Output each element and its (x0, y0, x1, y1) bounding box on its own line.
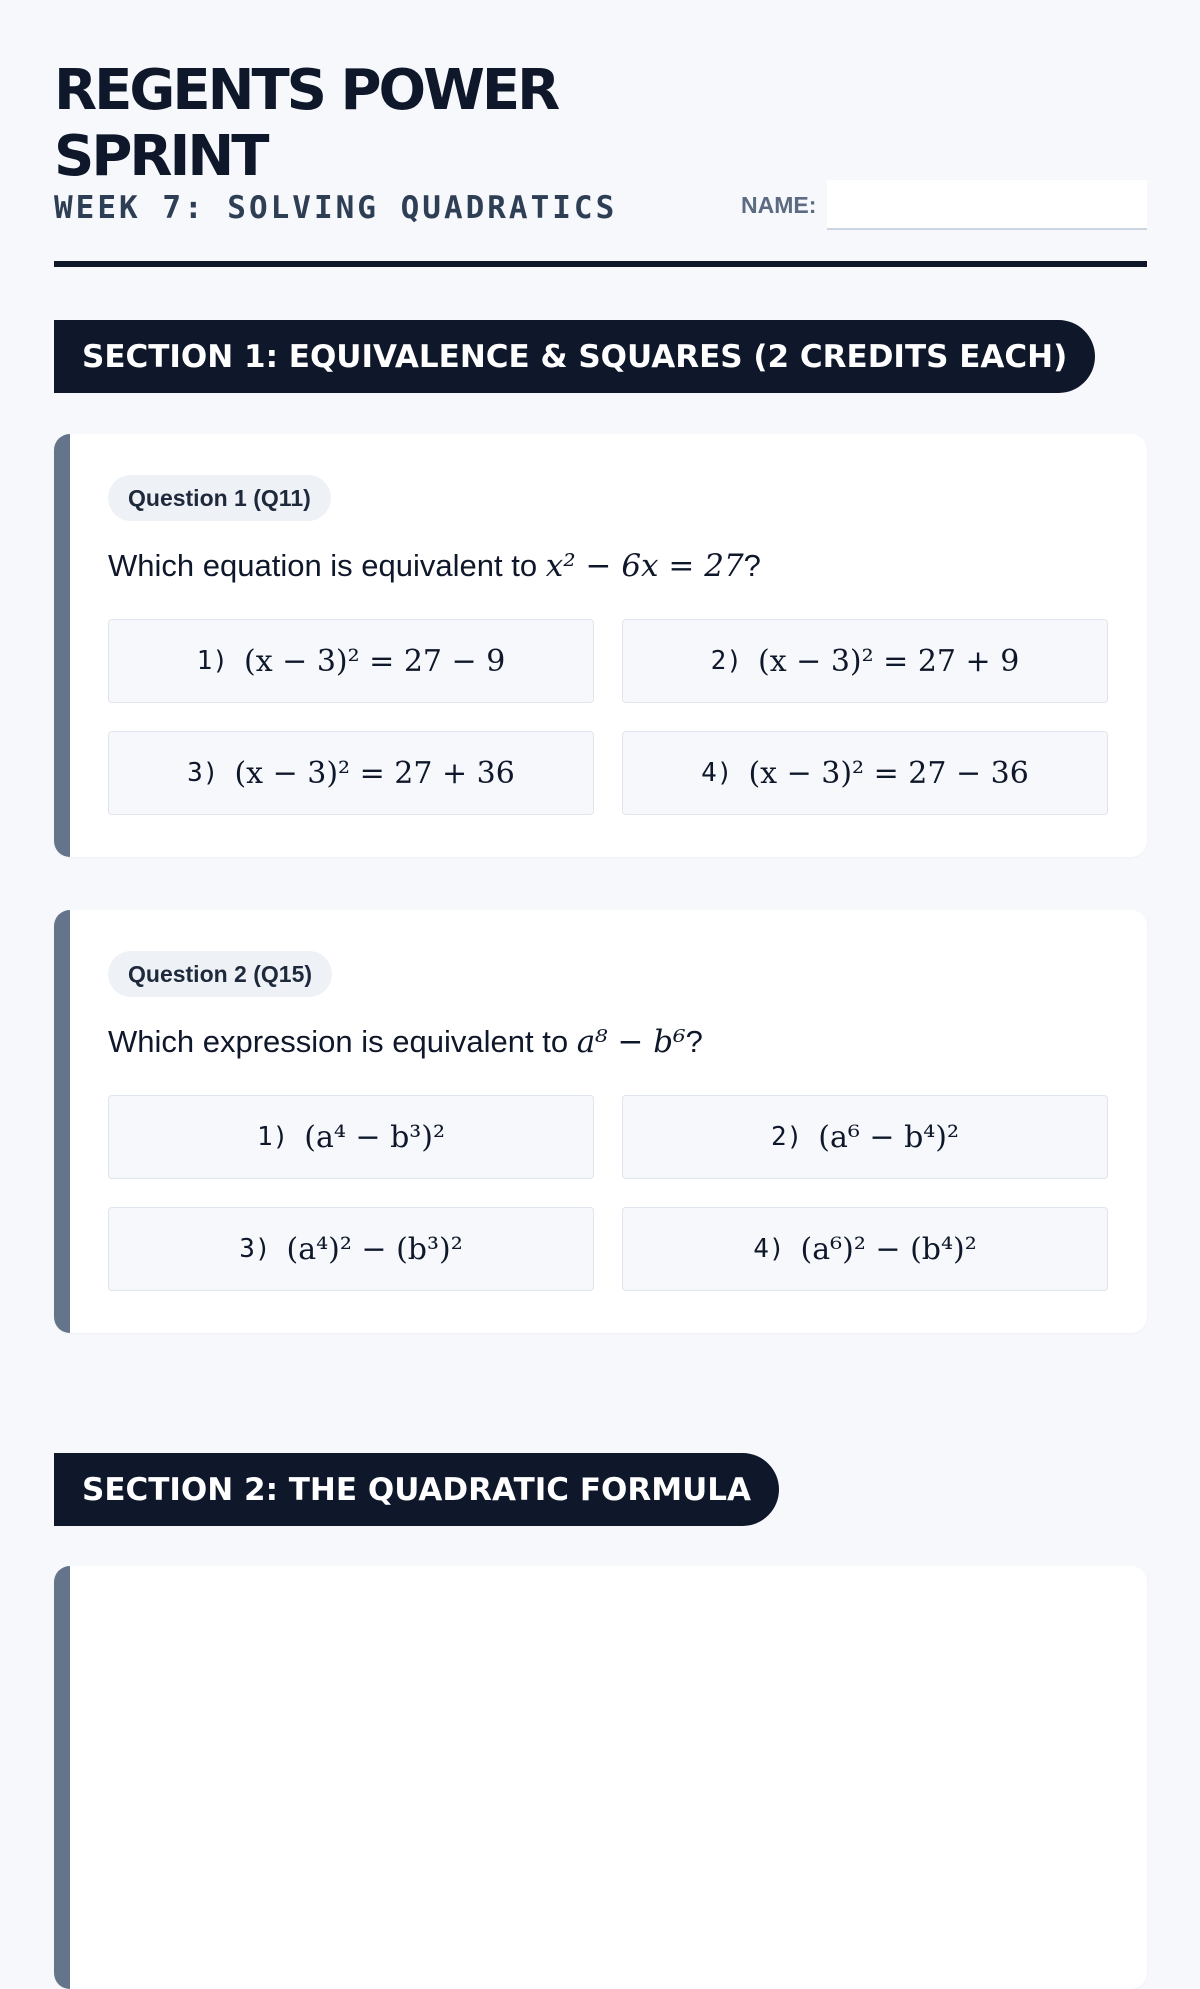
name-input[interactable] (827, 180, 1147, 230)
section-1-header (54, 320, 1095, 393)
section-1-label: SECTION 1: EQUIVALENCE & SQUARES (2 CREDITS EACH) (82, 338, 1068, 375)
section-2-header (54, 1453, 779, 1526)
option-number: 4) (701, 758, 733, 788)
option-number: 1) (196, 646, 228, 676)
question-1-prompt-math: x² − 6x = 27 (545, 548, 744, 584)
option-expression: (x − 3)² = 27 − 36 (748, 755, 1029, 791)
name-label: NAME: (741, 192, 817, 218)
option-expression: (a⁴)² − (b³)² (286, 1231, 463, 1267)
option-expression: (x − 3)² = 27 − 9 (243, 643, 506, 679)
question-2-option-2[interactable] (622, 1095, 1108, 1179)
header-divider (54, 261, 1147, 267)
question-2-option-1[interactable] (108, 1095, 594, 1179)
option-expression: (a⁴ − b³)² (304, 1119, 446, 1155)
option-number: 3) (187, 758, 219, 788)
option-number: 4) (753, 1234, 785, 1264)
option-number: 2) (770, 1122, 803, 1152)
question-2-prompt-text: Which expression is equivalent to (108, 1024, 569, 1059)
option-number: 1) (256, 1122, 289, 1152)
title-line-1: REGENTS POWER (54, 58, 558, 123)
question-2-prompt (108, 1022, 703, 1062)
question-1-option-3[interactable] (108, 731, 594, 815)
question-1-badge: Question 1 (Q11) (108, 475, 331, 521)
question-card-1 (54, 434, 1147, 857)
question-2-option-3[interactable] (108, 1207, 594, 1291)
question-1-prompt (108, 546, 761, 586)
page-subtitle: WEEK 7: SOLVING QUADRATICS (54, 190, 618, 226)
title-line-2: SPRINT (54, 124, 267, 189)
option-expression: (a⁶)² − (b⁴)² (800, 1231, 977, 1267)
question-1-option-2[interactable] (622, 619, 1108, 703)
section-2-label: SECTION 2: THE QUADRATIC FORMULA (82, 1471, 751, 1508)
question-2-prompt-end: ? (685, 1024, 703, 1059)
question-2-prompt-math: a⁸ − b⁶ (576, 1024, 686, 1060)
option-number: 2) (710, 646, 742, 676)
option-expression: (x − 3)² = 27 + 9 (757, 643, 1020, 679)
question-card-2 (54, 910, 1147, 1333)
question-card-3 (54, 1566, 1147, 1989)
option-number: 3) (239, 1234, 271, 1264)
question-1-prompt-text: Which equation is equivalent to (108, 548, 538, 583)
question-1-option-4[interactable] (622, 731, 1108, 815)
page-title (54, 58, 694, 190)
option-expression: (x − 3)² = 27 + 36 (234, 755, 515, 791)
question-1-prompt-end: ? (743, 548, 761, 583)
question-2-badge: Question 2 (Q15) (108, 951, 332, 997)
question-1-option-1[interactable] (108, 619, 594, 703)
option-expression: (a⁶ − b⁴)² (818, 1119, 960, 1155)
question-2-option-4[interactable] (622, 1207, 1108, 1291)
